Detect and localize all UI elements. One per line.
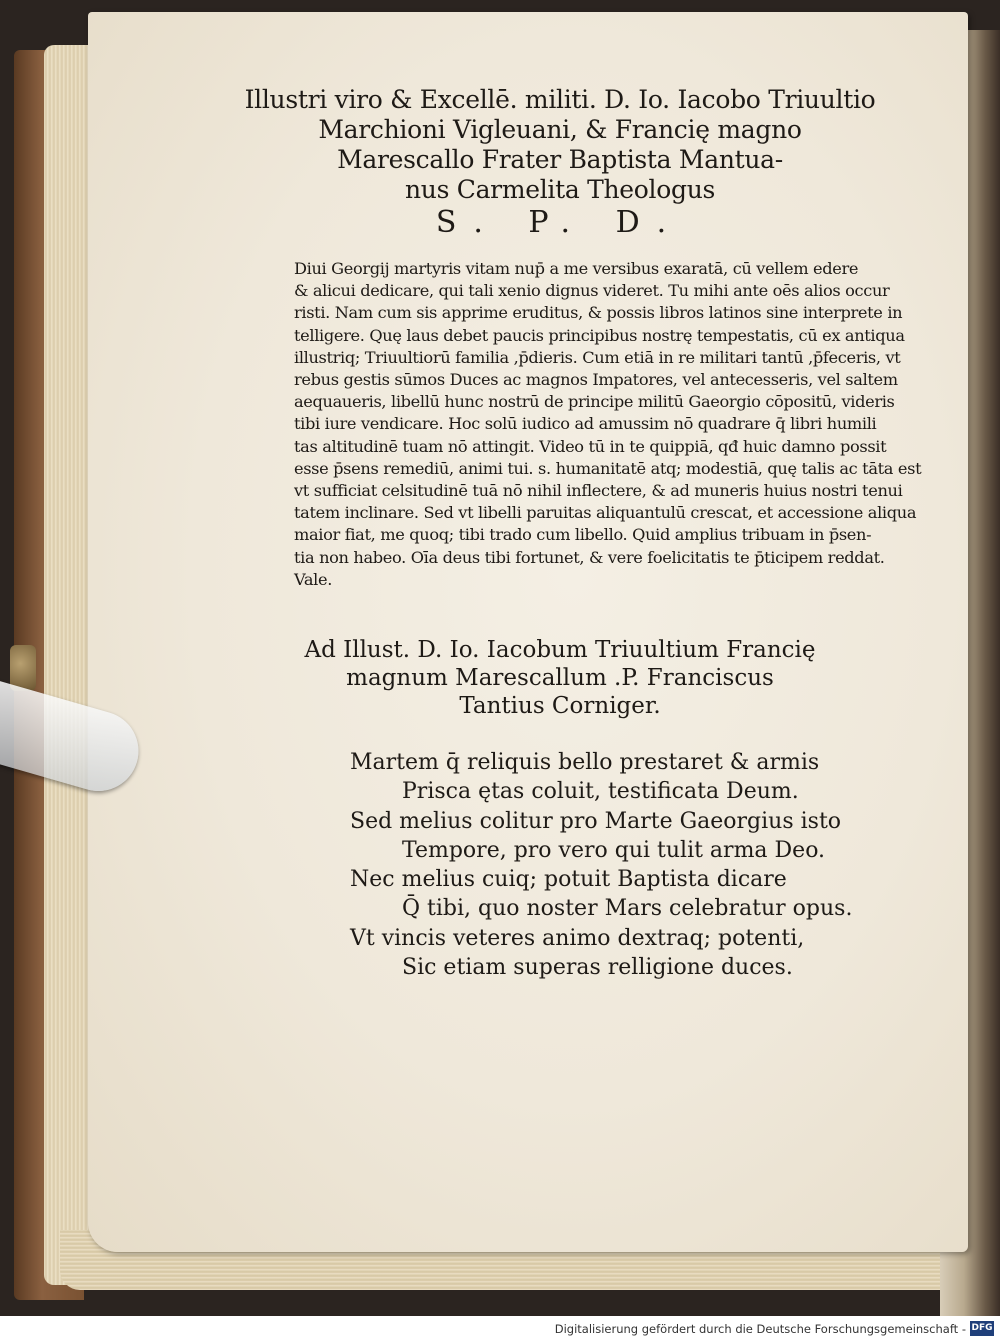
letter-line: illustriq; Triuultiorū familia ,p̄dieris. Cum etiā in re militari tantū ,p̄feceris, vt bbox=[294, 347, 901, 367]
letter-line: esse p̄sens remediū, animi tui. s. humanitatē atq; modestiā, quę talis ac tāta est bbox=[294, 458, 922, 478]
poem-line: Sic etiam superas relligione duces. bbox=[402, 955, 793, 981]
dfg-logo: DFG bbox=[970, 1321, 994, 1336]
letter-line: Diui Georgij martyris vitam nup̄ a me versibus exaratā, cū vellem edere bbox=[294, 259, 859, 278]
address-line: Tantius Corniger. bbox=[459, 693, 661, 719]
poem-line: Vt vincis veteres animo dextraq; potenti, bbox=[350, 925, 805, 951]
letter-line: risti. Nam cum sis apprime eruditus, & possis libros latinos sine interprete in bbox=[294, 303, 903, 323]
poem bbox=[350, 748, 853, 982]
heading-line: Marescallo Frater Baptista Mantua- bbox=[337, 145, 783, 174]
address-line: magnum Marescallum .P. Franciscus bbox=[346, 665, 774, 691]
letter-line: & alicui dedicare, qui tali xenio dignus videret. Tu mihi ante oēs alios occur bbox=[294, 281, 890, 301]
poem-line: Sed melius colitur pro Marte Gaeorgius isto bbox=[350, 808, 842, 834]
letter-line: tia non habeo. Oīa deus tibi fortunet, & vere foelicitatis te p̄ticipem reddat. bbox=[294, 547, 885, 567]
address-line: Ad Illust. D. Io. Iacobum Triuultium Francię bbox=[304, 637, 816, 663]
letter-line: rebus gestis sūmos Duces ac magnos Impatores, vel antecesseris, vel saltem bbox=[294, 370, 898, 390]
footer bbox=[0, 1316, 1000, 1344]
letter-line: Vale. bbox=[294, 569, 333, 589]
letter-line: maior fiat, me quoq; tibi trado cum libello. Quid amplius tribuam in p̄sen- bbox=[294, 525, 872, 545]
heading-line: nus Carmelita Theologus bbox=[404, 175, 716, 204]
address-heading bbox=[230, 636, 890, 720]
dedication-heading bbox=[230, 85, 890, 241]
poem-line: Tempore, pro vero qui tulit arma Deo. bbox=[402, 837, 826, 863]
letter-line: vt sufficiat celsitudinē tuā nō nihil inflectere, & ad muneris huius nostri tenui bbox=[294, 481, 903, 501]
letter-body bbox=[294, 258, 922, 591]
heading-line: Illustri viro & Excellē. militi. D. Io. Iacobo Triuultio bbox=[244, 85, 876, 114]
letter-line: tas altitudinē tuam nō attingit. Video tū in te quippiā, qđ huic damno possit bbox=[294, 436, 887, 456]
poem-line: Prisca ętas coluit, testificata Deum. bbox=[402, 779, 799, 805]
letter-line: telligere. Quę laus debet paucis principibus nostrę tempestatis, cū ex antiqua bbox=[294, 325, 905, 345]
poem-line: Nec melius cuiq; potuit Baptista dicare bbox=[350, 867, 787, 893]
clasp bbox=[10, 645, 36, 691]
funding-credit: Digitalisierung gefördert durch die Deutsche Forschungsgemeinschaft - bbox=[554, 1322, 966, 1336]
letter-line: tibi iure vendicare. Hoc solū iudico ad amussim nō quadrare q̄ libri humili bbox=[294, 414, 877, 434]
letter-line: aequaueris, libellū hunc nostrū de principe militū Gaeorgio cōpositū, videris bbox=[294, 392, 895, 412]
poem-line: Q̄ tibi, quo noster Mars celebratur opus. bbox=[402, 896, 853, 922]
heading-line: Marchioni Vigleuani, & Francię magno bbox=[318, 115, 802, 144]
letter-line: tatem inclinare. Sed vt libelli paruitas aliquantulū crescat, et accessione aliqua bbox=[294, 503, 917, 523]
poem-line: Martem q̄ reliquis bello prestaret & armis bbox=[350, 750, 820, 775]
salutation: S. P. D. bbox=[435, 205, 685, 240]
